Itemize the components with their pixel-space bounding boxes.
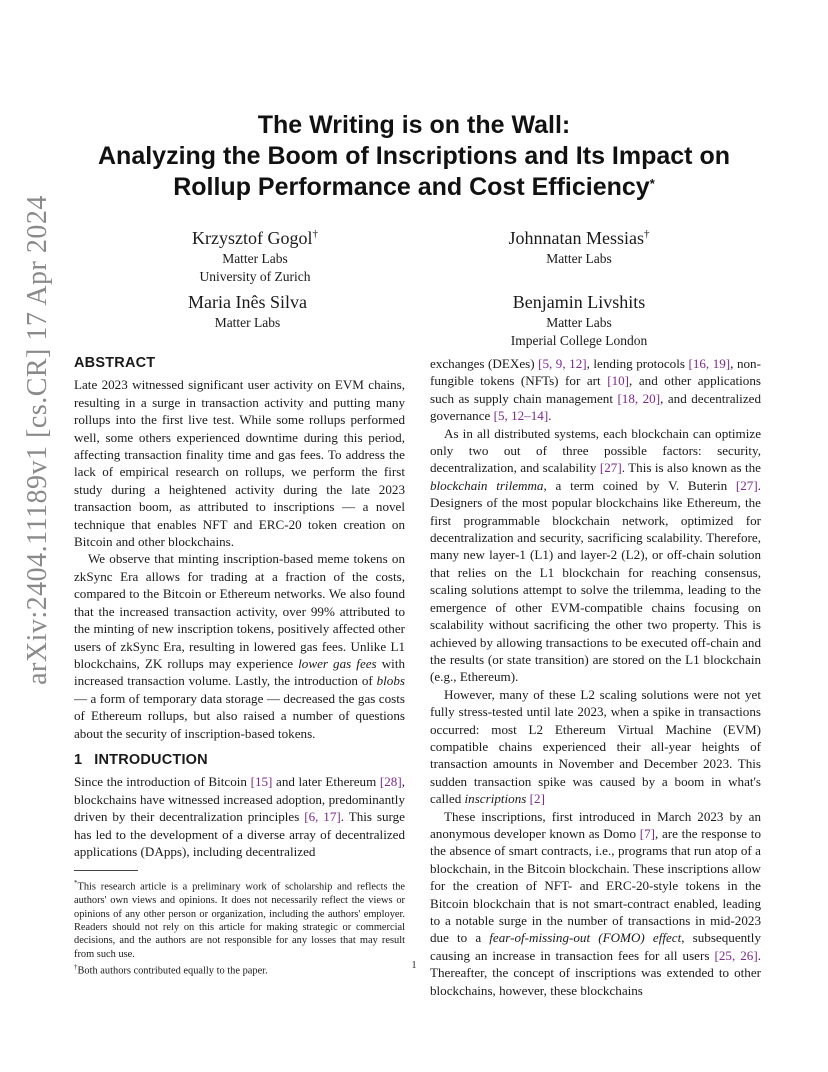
citation-link[interactable]: [5, 12–14] [493,408,549,424]
author-affiliation: Matter Labs [546,251,612,266]
citation-link[interactable]: [27] [599,460,622,476]
page-number: 1 [411,960,417,971]
title-line-1: The Writing is on the Wall: [257,111,571,139]
introduction-heading: 1 INTRODUCTION [74,751,208,768]
right-paragraph-2: As in all distributed systems, each blockchain can optimize only two out of three possible factors: security, decentralization, and scalability [27]. This is also known as the blockchain trilemma, a term coined by V. Buterin [27]. Designers of the most popular blockchains like Ethereum, the first programmable blockchain network, optimized for decentralization and security, sacrificing scalability. Therefore, many new layer-1 (L1) and layer-2 (L2), or off-chain solution that relies on the L1 blockchain for reaching consensus, scaling solutions attempt to solve the trilemma, leading to the emergence of other EVM-compatible chains focusing on scalability without sacrificing the other two property. This is achieved by allowing transactions to be executed off-chain and the results (or state transition) are stored on the L1 blockchain (e.g., Ethereum). [430,425,761,685]
abstract-paragraph-1: Late 2023 witnessed significant user activity on EVM chains, resulting in a surge in transaction activity and putting many rollups into the first live test. While some rollups performed well, some others experienced downtime during this period, affecting transaction finality time and gas fees. To address the lack of empirical research on rollups, we perform the first study during a heightened activity during the late 2023 transaction boom, as attributed to inscriptions — a novel technique that enables NFT and ERC-20 token creation on Bitcoin and other blockchains. [74,377,405,550]
right-paragraph-3: However, many of these L2 scaling solutions were not yet fully stress-tested until late 2023, when a spike in transactions occurred: most L2 Ethereum Virtual Machine (EVM) compatible chains experienced their all-year heights of transaction amounts in November and December 2023. This sudden transaction spike was caused by a boom in what's called inscriptions [2] [430,686,761,807]
author-silva [165,290,330,332]
title-line-2: Analyzing the Boom of Inscriptions and Its Impact on [98,142,730,170]
abstract-heading: ABSTRACT [74,355,156,371]
arxiv-identifier: arXiv:2404.11189v1 [cs.CR] 17 Apr 2024 [22,195,53,685]
citation-link[interactable]: [7] [639,825,655,841]
author-messias [486,222,672,268]
author-name: Johnnatan Messias† [508,228,650,248]
arxiv-sidebar [18,160,58,720]
author-name: Benjamin Livshits [512,292,646,312]
footnote-equal-contribution: †Both authors contributed equally to the paper. [74,963,268,977]
citation-link[interactable]: [27] [735,477,758,493]
author-affiliation: University of Zurich [199,268,311,284]
author-affiliation: Matter Labs [214,315,281,330]
author-affiliation: Matter Labs [546,315,612,330]
right-column [430,355,761,999]
author-livshits [486,290,672,349]
citation-link[interactable]: [2] [529,791,545,807]
citation-link[interactable]: [5, 9, 12] [538,356,587,371]
citation-link[interactable]: [28] [379,774,402,790]
title-footnote-mark: * [649,176,655,191]
author-affiliation: Matter Labs [222,251,288,266]
right-paragraph-1: exchanges (DEXes) [5, 9, 12], lending protocols [16, 19], non-fungible tokens (NFTs) for art [10], and other applications such as supply chain management [18, 20], and decentralized governance [5, 12–14]. [430,356,761,424]
author-name: Maria Inês Silva [188,292,307,312]
right-paragraph-4: These inscriptions, first introduced in March 2023 by an anonymous developer known as Domo [7], are the response to the absence of smart contracts, i.e., programs that run atop of a blockchain, in the Bitcoin blockchain. These inscriptions allow for the creation of NFT- and ERC-20-style tokens in the Bitcoin blockchain that is not smart-contract enabled, leading to a notable surge in the number of transactions in mid-2023 due to a fear-of-missing-out (FOMO) effect, subsequently causing an increase in transaction fees for all users [25, 26]. Thereafter, the concept of inscriptions was extended to other blockchains, however, these blockchains [430,808,761,998]
abstract-paragraph-2: We observe that minting inscription-based meme tokens on zkSync Era allows for trading at a fraction of the costs, compared to the Bitcoin or Ethereum networks. We also found that the increased transaction activity, over 99% attributed to the minting of new inscription tokens, positively affected other users of zkSync Era, resulting in lowered gas fees. Unlike L1 blockchains, ZK rollups may experience lower gas fees with increased transaction volume. Lastly, the introduction of blobs — a form of temporary data storage — decreased the gas costs of Ethereum rollups, but also raised a number of questions about the security of inscription-based tokens. [74,551,406,741]
author-name: Krzysztof Gogol† [192,228,318,248]
footnote-disclaimer: *This research article is a preliminary work of scholarship and reflects the authors' own views and opinions. It does not necessarily reflect the views or opinions of any other person or organization, including the authors' employer. Readers should not rely on this article for making strategic or commercial decisions, and the authors are not responsible for any losses that may result from such use. [74,879,405,960]
citation-link[interactable]: [18, 20] [617,390,661,406]
footnote-rule [74,870,138,871]
author-gogol [170,222,340,285]
citation-link[interactable]: [6, 17] [304,809,341,825]
citation-link[interactable]: [16, 19] [688,356,731,371]
citation-link[interactable]: [15] [250,774,273,790]
title-line-3: Rollup Performance and Cost Efficiency* [173,173,655,201]
citation-link[interactable]: [10] [607,373,630,389]
author-affiliation: Imperial College London [510,332,648,348]
left-column [74,355,405,978]
paper-title [60,110,768,203]
introduction-paragraph: Since the introduction of Bitcoin [15] and later Ethereum [28], blockchains have witnessed increased adoption, predominantly driven by their decentralization principles [6, 17]. This surge has led to the development of a diverse array of decentralized applications (DApps), including decentralized [74,774,405,859]
citation-link[interactable]: [25, 26] [714,947,758,963]
